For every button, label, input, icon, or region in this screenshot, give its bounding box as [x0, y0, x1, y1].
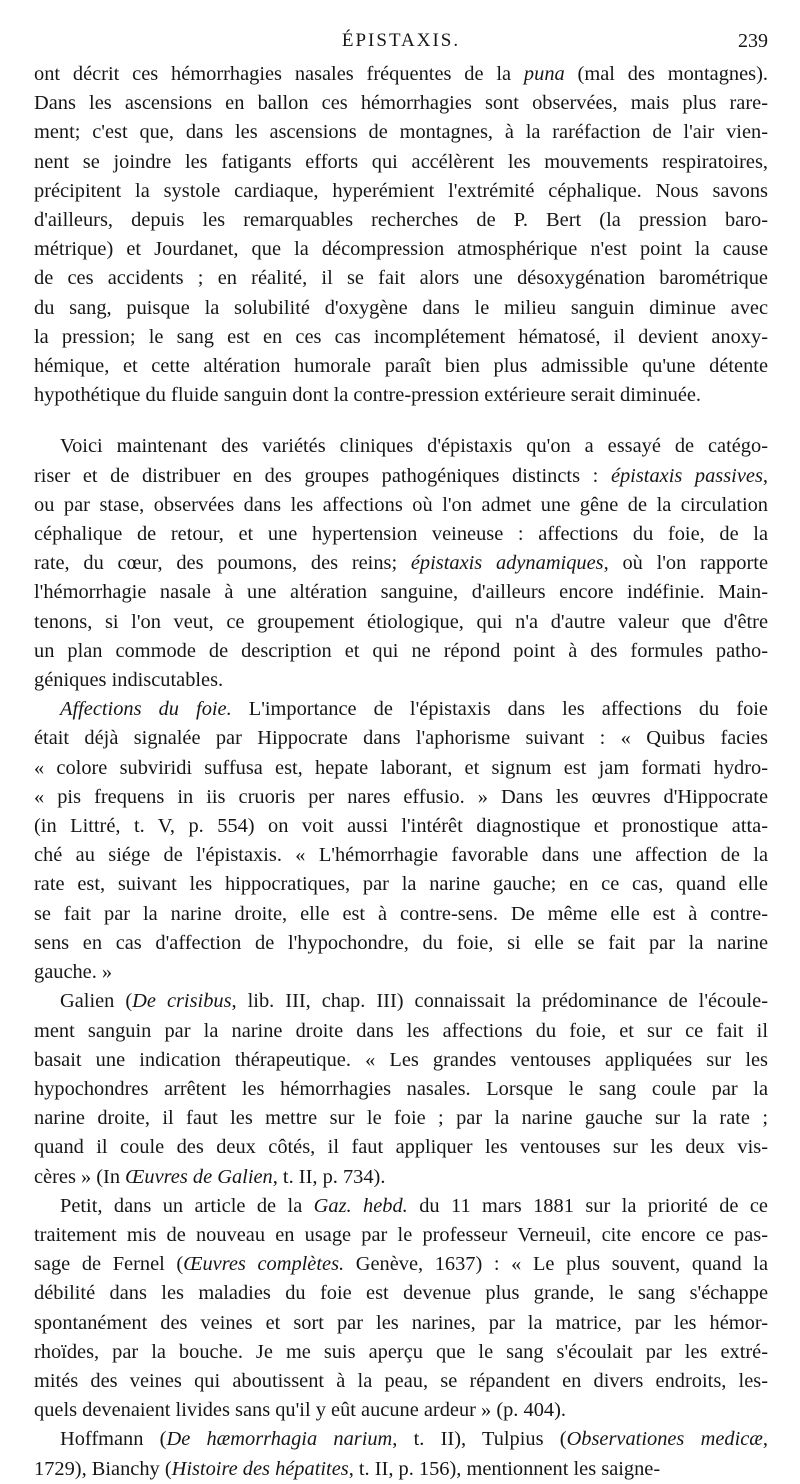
- italic-text: Observationes medicæ: [566, 1428, 763, 1451]
- text-segment: Voici maintenant des variétés cliniques d'épistaxis qu'on a essayé de catégo-: [60, 435, 768, 458]
- italic-text: Affections du foie.: [60, 698, 232, 721]
- text-segment: nent se joindre les fatigants efforts qui accélèrent les mouvements respiratoires,: [34, 150, 768, 173]
- text-line: [34, 1017, 768, 1046]
- text-segment: sens en cas d'affection de l'hypochondre, du foie, si elle se fait par la narine: [34, 931, 768, 954]
- text-line: [34, 929, 768, 958]
- text-line: [34, 294, 768, 323]
- text-line: [34, 870, 768, 899]
- text-segment: , lib. III, chap. III) connaissait la prédominance de l'écoule-: [231, 990, 768, 1013]
- text-segment: (in Littré, t. V, p. 554) on voit aussi l'intérêt diagnostique et pronostique atta-: [34, 815, 768, 838]
- paragraph: [34, 432, 768, 695]
- text-segment: sage de Fernel (: [34, 1253, 184, 1276]
- text-line: [34, 89, 768, 118]
- text-line: [34, 666, 768, 695]
- text-segment: ,: [762, 464, 768, 487]
- italic-text: Œuvres complètes.: [183, 1253, 345, 1276]
- paragraph: [34, 987, 768, 1191]
- text-line: [34, 549, 768, 578]
- text-segment: , t. II, p. 156), mentionnent les saigne-: [348, 1457, 661, 1480]
- text-segment: hypochondres arrêtent les hémorrhagies nasales. Lorsque le sang coule par la: [34, 1077, 768, 1100]
- text-segment: métrique) et Jourdanet, que la décompression atmosphérique n'est point la cause: [34, 238, 768, 261]
- paragraph: [34, 695, 768, 987]
- text-segment: , t. II, p. 734).: [272, 1165, 386, 1188]
- text-segment: un plan commode de description et qui ne répond point à des formules patho-: [34, 639, 768, 662]
- text-segment: du 11 mars 1881 sur la priorité de ce: [407, 1194, 768, 1217]
- text-segment: riser et de distribuer en des groupes pathogéniques distincts :: [34, 464, 611, 487]
- text-line: [34, 148, 768, 177]
- text-segment: débilité dans les maladies du foie est devenue plus grande, le sang s'échappe: [34, 1282, 768, 1305]
- text-line: [34, 1250, 768, 1279]
- text-line: [34, 1163, 768, 1192]
- text-segment: ont décrit ces hémorrhagies nasales fréquentes de la: [34, 63, 524, 85]
- text-segment: spontanément des veines et sort par les narines, par la matrice, par les hémor-: [34, 1311, 768, 1334]
- text-segment: L'importance de l'épistaxis dans les affections du foie: [231, 698, 768, 721]
- text-line: [34, 1425, 768, 1454]
- text-segment: basait une indication thérapeutique. « Les grandes ventouses appliquées sur les: [34, 1048, 768, 1071]
- text-line: [34, 958, 768, 987]
- paragraph: [34, 60, 768, 410]
- italic-text: épistaxis passives: [610, 464, 763, 487]
- text-line: [34, 1309, 768, 1338]
- running-title: ÉPISTAXIS.: [341, 30, 461, 51]
- text-segment: ché au siége de l'épistaxis. « L'hémorrhagie favorable dans une affection de la: [34, 844, 768, 867]
- text-line: [34, 60, 768, 89]
- text-segment: , où l'on rapporte: [603, 552, 768, 575]
- text-line: [34, 578, 768, 607]
- text-line: [34, 381, 768, 410]
- text-line: [34, 491, 768, 520]
- italic-text: De crisibus: [132, 990, 232, 1013]
- text-line: [34, 1367, 768, 1396]
- text-segment: se fait par la narine droite, elle est à contre-sens. De même elle est à contre-: [34, 902, 768, 925]
- text-line: [34, 841, 768, 870]
- text-segment: (mal des montagnes).: [564, 63, 768, 85]
- text-line: [34, 637, 768, 666]
- text-line: [34, 323, 768, 352]
- text-line: [34, 1338, 768, 1367]
- text-segment: cères » (In: [34, 1165, 126, 1188]
- text-segment: la pression; le sang est en ces cas incomplétement hématosé, il devient anoxy-: [34, 325, 768, 348]
- text-line: [34, 235, 768, 264]
- text-segment: « pis frequens in iis cruoris per nares effusio. » Dans les œuvres d'Hippocrate: [34, 785, 768, 808]
- text-segment: Galien (: [60, 990, 133, 1013]
- text-segment: rhoïdes, par la bouche. Je me suis aperçu que le sang s'écoulait par les extré-: [34, 1340, 768, 1363]
- text-line: [34, 754, 768, 783]
- text-segment: de ces accidents ; en réalité, il se fait alors une désoxygénation barométrique: [34, 267, 768, 290]
- text-line: [34, 783, 768, 812]
- text-segment: Dans les ascensions en ballon ces hémorrhagies sont observées, mais plus rare-: [34, 92, 768, 115]
- text-line: [34, 1046, 768, 1075]
- text-line: [34, 1279, 768, 1308]
- text-line: [34, 695, 768, 724]
- text-segment: narine droite, il faut les mettre sur le foie ; par la narine gauche sur la rate ;: [34, 1107, 768, 1130]
- text-segment: céphalique de retour, et une hypertension veineuse : affections du foie, de la: [34, 523, 768, 546]
- text-segment: précipitent la systole cardiaque, hyperémient l'extrémité céphalique. Nous savons: [34, 179, 768, 202]
- text-line: [34, 177, 768, 206]
- italic-text: De hæmorrhagia narium: [166, 1428, 393, 1451]
- italic-text: Gaz. hebd.: [313, 1194, 408, 1217]
- text-segment: l'hémorrhagie nasale à une altération sanguine, d'ailleurs encore indéfinie. Main-: [34, 581, 768, 604]
- running-header: [34, 30, 768, 60]
- text-line: [34, 352, 768, 381]
- text-segment: tenons, si l'on veut, ce groupement étiologique, qui n'a d'autre valeur que d'être: [34, 610, 768, 633]
- text-line: [34, 118, 768, 147]
- text-line: [34, 812, 768, 841]
- text-segment: quels devenaient livides sans qu'il y eût aucune ardeur » (p. 404).: [34, 1399, 566, 1422]
- text-segment: mités des veines qui aboutissent à la peau, se répandent en divers endroits, les-: [34, 1369, 768, 1392]
- text-segment: était déjà signalée par Hippocrate dans l'aphorisme suivant : « Quibus facies: [34, 727, 768, 750]
- text-line: [34, 1104, 768, 1133]
- italic-text: épistaxis adynamiques: [410, 552, 604, 575]
- text-segment: Genève, 1637) : « Le plus souvent, quand la: [344, 1253, 768, 1276]
- text-line: [34, 900, 768, 929]
- text-line: [34, 608, 768, 637]
- text-line: [34, 432, 768, 461]
- text-segment: rate, du cœur, des poumons, des reins;: [34, 552, 411, 575]
- italic-text: Œuvres de Galien: [125, 1165, 273, 1188]
- text-segment: hypothétique du fluide sanguin dont la contre-pression extérieure serait diminuée.: [34, 384, 702, 407]
- text-segment: d'ailleurs, depuis les remarquables recherches de P. Bert (la pression baro-: [34, 209, 768, 232]
- text-segment: gauche. »: [34, 961, 113, 984]
- text-segment: 1729), Bianchy (: [34, 1457, 172, 1480]
- text-line: [34, 1455, 768, 1484]
- text-segment: ment; c'est que, dans les ascensions de montagnes, à la raréfaction de l'air vien-: [34, 121, 768, 144]
- text-segment: Hoffmann (: [60, 1428, 167, 1451]
- paragraph: [34, 1192, 768, 1426]
- text-segment: géniques indiscutables.: [34, 669, 224, 692]
- text-line: [34, 1075, 768, 1104]
- text-line: [34, 462, 768, 491]
- text-segment: « colore subviridi suffusa est, hepate laborant, et signum est jam formati hydro-: [34, 756, 768, 779]
- text-line: [34, 206, 768, 235]
- text-segment: , t. II), Tulpius (: [392, 1428, 567, 1451]
- text-segment: ,: [762, 1428, 768, 1451]
- body-text: [34, 60, 768, 1484]
- text-line: [34, 520, 768, 549]
- text-line: [34, 1221, 768, 1250]
- text-line: [34, 724, 768, 753]
- text-line: [34, 1133, 768, 1162]
- paragraph: [34, 1425, 768, 1483]
- text-segment: Petit, dans un article de la: [60, 1194, 314, 1217]
- text-segment: quand il coule des deux côtés, il faut appliquer les ventouses sur les deux vis-: [34, 1136, 768, 1159]
- text-segment: hémique, et cette altération humorale paraît bien plus admissible qu'une détente: [34, 355, 768, 378]
- text-segment: rate est, suivant les hippocratiques, par la narine gauche; en ce cas, quand elle: [34, 873, 768, 896]
- italic-text: puna: [523, 63, 565, 85]
- text-segment: ment sanguin par la narine droite dans les affections du foie, et sur ce fait il: [34, 1019, 768, 1042]
- page-number: 239: [738, 30, 768, 52]
- text-line: [34, 264, 768, 293]
- text-line: [34, 1192, 768, 1221]
- text-segment: ou par stase, observées dans les affections où l'on admet une gêne de la circulation: [34, 493, 768, 516]
- text-segment: du sang, puisque la solubilité d'oxygène dans le milieu sanguin diminue avec: [34, 296, 768, 319]
- text-segment: traitement mis de nouveau en usage par le professeur Verneuil, cite encore ce pas-: [34, 1223, 768, 1246]
- italic-text: Histoire des hépatites: [171, 1457, 349, 1480]
- text-line: [34, 987, 768, 1016]
